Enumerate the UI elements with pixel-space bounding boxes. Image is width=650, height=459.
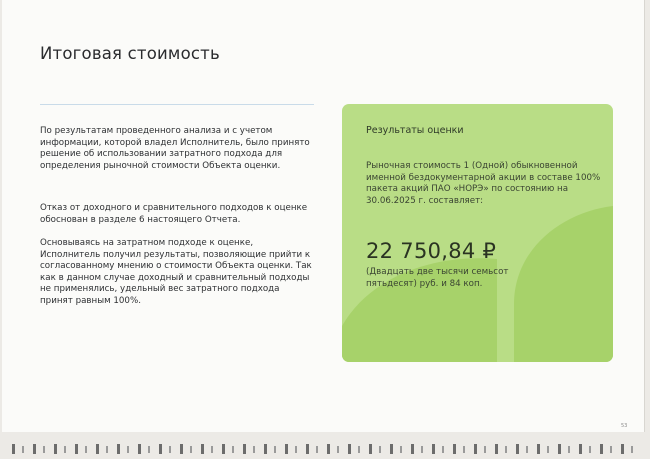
card-description: Рыночная стоимость 1 (Одной) обыкновенной именной бездокументарной акции в составе 100% пакета акций ПАО «НОРЭ» по состоянию на 30.06.2025 г. составляет:	[366, 161, 601, 207]
document-page	[2, 0, 645, 432]
card-decor-shapes	[342, 104, 613, 362]
card-title: Результаты оценки	[366, 125, 464, 136]
valuation-result-card	[342, 104, 613, 362]
page-number: 53	[621, 423, 628, 429]
title-divider	[40, 104, 314, 105]
page-title: Итоговая стоимость	[40, 44, 220, 63]
spiral-binding	[0, 440, 650, 456]
paragraph-refusal: Отказ от доходного и сравнительного подходов к оценке обоснован в разделе 6 настоящего Отчета.	[40, 203, 308, 225]
paragraph-analysis: По результатам проведенного анализа и с учетом информации, которой владел Исполнитель, было принято решение об использовании затратного подхода для определения рыночной стоимости Объекта оценки.	[40, 126, 310, 171]
market-value-in-words: (Двадцать две тысячи семьсот пятьдесят) руб. и 84 коп.	[366, 267, 509, 289]
paragraph-conclusion: Основываясь на затратном подходе к оценке, Исполнитель получил результаты, позволяющие прийти к согласованному мнению о стоимости Объекта оценки. Так как в данном случае доходный и сравнительный подходы не применялись, удельный вес затратного подхода принят равным 100%.	[40, 238, 312, 306]
market-value: 22 750,84 ₽	[366, 239, 497, 263]
